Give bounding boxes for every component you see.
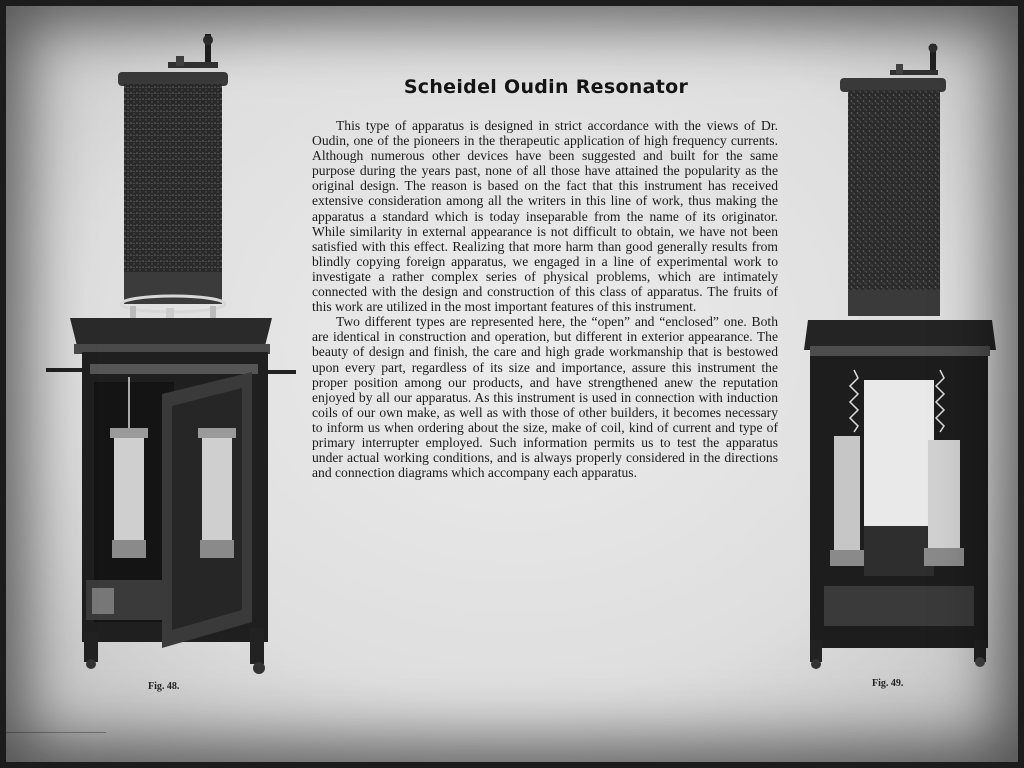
page-edge-line — [6, 732, 106, 733]
description-paragraph-2: Two different types are represented here, the “open” and “enclosed” one. Both are identical in construction and operation, but different in exterior appearance. The beauty of design and finish, the care and high grade workmanship that is bestowed upon every part, regardless of its size and importance, assure this instrument the proper position among our products, and have strengthened anew the reputation enjoyed by all our apparatus. As this instrument is used in connection with induction coils of our own make, as well as with those of other builders, it becomes necessary to inform us when ordering about the size, make of coil, kind of current and type of primary interrupter employed. Such information permits us to test the apparatus under actual working conditions, and is always properly considered in the directions and connection diagrams which accompany each apparatus. — [312, 314, 778, 481]
figure-49-enclosed-resonator — [796, 40, 1002, 676]
description-body — [312, 118, 778, 480]
figure-49-caption: Fig. 49. — [872, 678, 904, 689]
page-title: Scheidel Oudin Resonator — [403, 76, 689, 98]
figure-48-open-resonator — [40, 32, 298, 682]
description-paragraph-1: This type of apparatus is designed in strict accordance with the views of Dr. Oudin, one of the pioneers in the therapeutic application of high frequency currents. Although numerous other devices have been suggested and built for the same purpose during the years past, none of all those have attained the popularity as the original design. The reason is based on the fact that this instrument has received extensive consideration among all the writers in this line of work, thus making the apparatus a standard which is today inseparable from the name of its originator. While similarity in external appearance is not difficult to obtain, we have not been satisfied with this effect. Realizing that more harm than good generally results from blindly copying foreign apparatus, we engaged in a line of experimental work to investigate a rather complex series of physical problems, which are intimately connected with the design and construction of this class of apparatus. The fruits of this work are utilized in the most important features of this instrument. — [312, 118, 778, 315]
figure-48-caption: Fig. 48. — [148, 681, 180, 692]
catalog-page — [6, 6, 1018, 762]
